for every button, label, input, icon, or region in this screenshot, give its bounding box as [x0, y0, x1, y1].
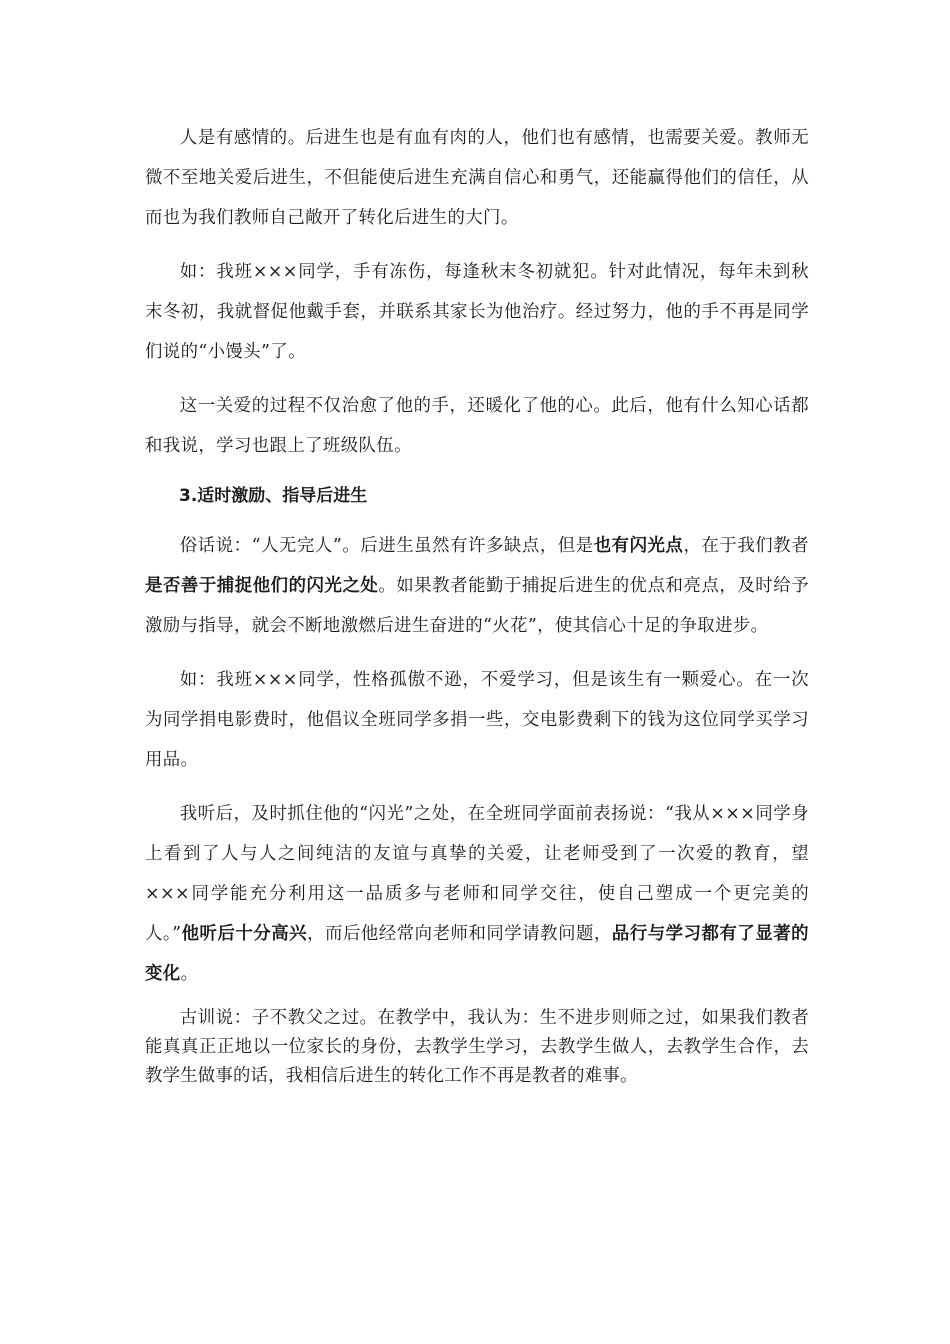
bold-text-run: 品行与学习都有了显著的变化: [145, 924, 809, 984]
paragraph-example-donation: 如：我班×××同学，性格孤傲不逊，不爱学习，但是该生有一颗爱心。在一次为同学捐电影费时，他倡议全班同学多捐一些，交电影费剩下的钱为这位同学买学习用品。: [145, 670, 809, 770]
bold-text-run: 也有闪光点: [593, 536, 684, 556]
bold-text-run: 他听后十分高兴: [181, 924, 308, 944]
paragraph-care: 人是有感情的。后进生也是有血有肉的人，他们也有感情，也需要关爱。教师无微不至地关爱后进生，不但能使后进生充满自信心和勇气，还能赢得他们的信任，从而也为我们教师自己敞开了转化后进生的大门。: [145, 128, 809, 228]
bold-text-run: 是否善于捕捉他们的闪光之处: [145, 576, 379, 596]
text-run: ，在于我们教者: [683, 536, 809, 556]
document-body: [145, 118, 809, 1091]
text-run: 我听后，及时抓住他的“闪光”之处，在全班同学面前表扬说：“我从×××同学身上看到了人与人之间纯洁的友谊与真挚的关爱，让老师受到了一次爱的教育，望×××同学能充分利用这一品质多与老师和同学交往，使自己塑成一个更完美的人。”: [145, 804, 809, 944]
paragraph-encourage: [145, 526, 809, 646]
paragraph-care-result: 这一关爱的过程不仅治愈了他的手，还暖化了他的心。此后，他有什么知心话都和我说，学习也跟上了班级队伍。: [145, 396, 809, 456]
text-run: ，而后他经常向老师和同学请教问题，: [307, 924, 612, 944]
paragraph-conclusion: 古训说：子不教父之过。在教学中，我认为：生不进步则师之过，如果我们教者能真真正正地以一位家长的身份，去教学生学习，去教学生做人，去教学生合作，去教学生做事的话，我相信后进生的转化工作不再是教者的难事。: [145, 1008, 809, 1086]
paragraph-praise: [145, 794, 809, 994]
text-run: 俗话说：“人无完人”。后进生虽然有许多缺点，但是: [179, 536, 594, 556]
paragraph-example-frostbite: 如：我班×××同学，手有冻伤，每逢秋末冬初就犯。针对此情况，每年未到秋末冬初，我就督促他戴手套，并联系其家长为他治疗。经过努力，他的手不再是同学们说的“小馒头”了。: [145, 262, 809, 362]
section-heading: 3.适时激励、指导后进生: [179, 486, 368, 506]
text-run: 。如果教者能勤于捕捉后进生的优点和亮点，及时给予激励与指导，就会不断地激燃后进生奋进的“火花”，使其信心十足的争取进步。: [145, 576, 810, 636]
text-run: 。: [180, 964, 199, 984]
